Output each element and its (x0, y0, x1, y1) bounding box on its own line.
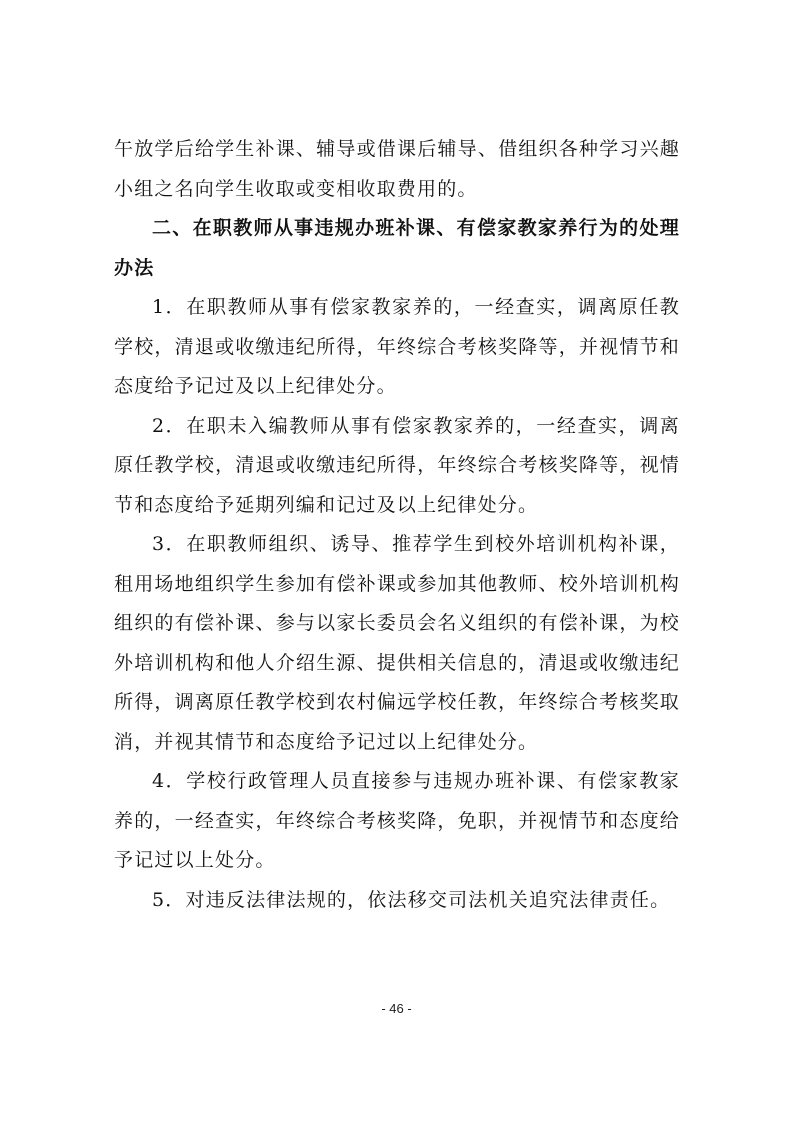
document-body (114, 130, 680, 920)
list-item-5: 5．对违反法律法规的，依法移交司法机关追究法律责任。 (152, 888, 671, 911)
page-number: - 46 - (381, 1001, 412, 1016)
list-item-3: 3．在职教师组织、诱导、推荐学生到校外培训机构补课，租用场地组织学生参加有偿补课或参加其他教师、校外培训机构组织的有偿补课、参与以家长委员会名义组织的有偿补课，为校外培训机构和他人介绍生源、提供相关信息的，清退或收缴违纪所得，调离原任教学校到农村偏远学校任教，年终综合考核奖取消，并视其情节和态度给予记过以上纪律处分。 (114, 533, 680, 753)
section-heading: 二、在职教师从事违规办班补课、有偿家教家养行为的处理办法 (114, 217, 680, 279)
paragraph-continuation: 午放学后给学生补课、辅导或借课后辅导、借组织各种学习兴趣小组之名向学生收取或变相收取费用的。 (114, 138, 680, 200)
list-item-4: 4．学校行政管理人员直接参与违规办班补课、有偿家教家养的，一经查实，年终综合考核奖降，免职，并视情节和态度给予记过以上处分。 (114, 770, 680, 871)
list-item-2: 2．在职未入编教师从事有偿家教家养的，一经查实，调离原任教学校，清退或收缴违纪所得，年终综合考核奖降等，视情节和态度给予延期列编和记过及以上纪律处分。 (114, 414, 680, 516)
list-item-1: 1．在职教师从事有偿家教家养的，一经查实，调离原任教学校，清退或收缴违纪所得，年终综合考核奖降等，并视情节和态度给予记过及以上纪律处分。 (114, 296, 680, 397)
